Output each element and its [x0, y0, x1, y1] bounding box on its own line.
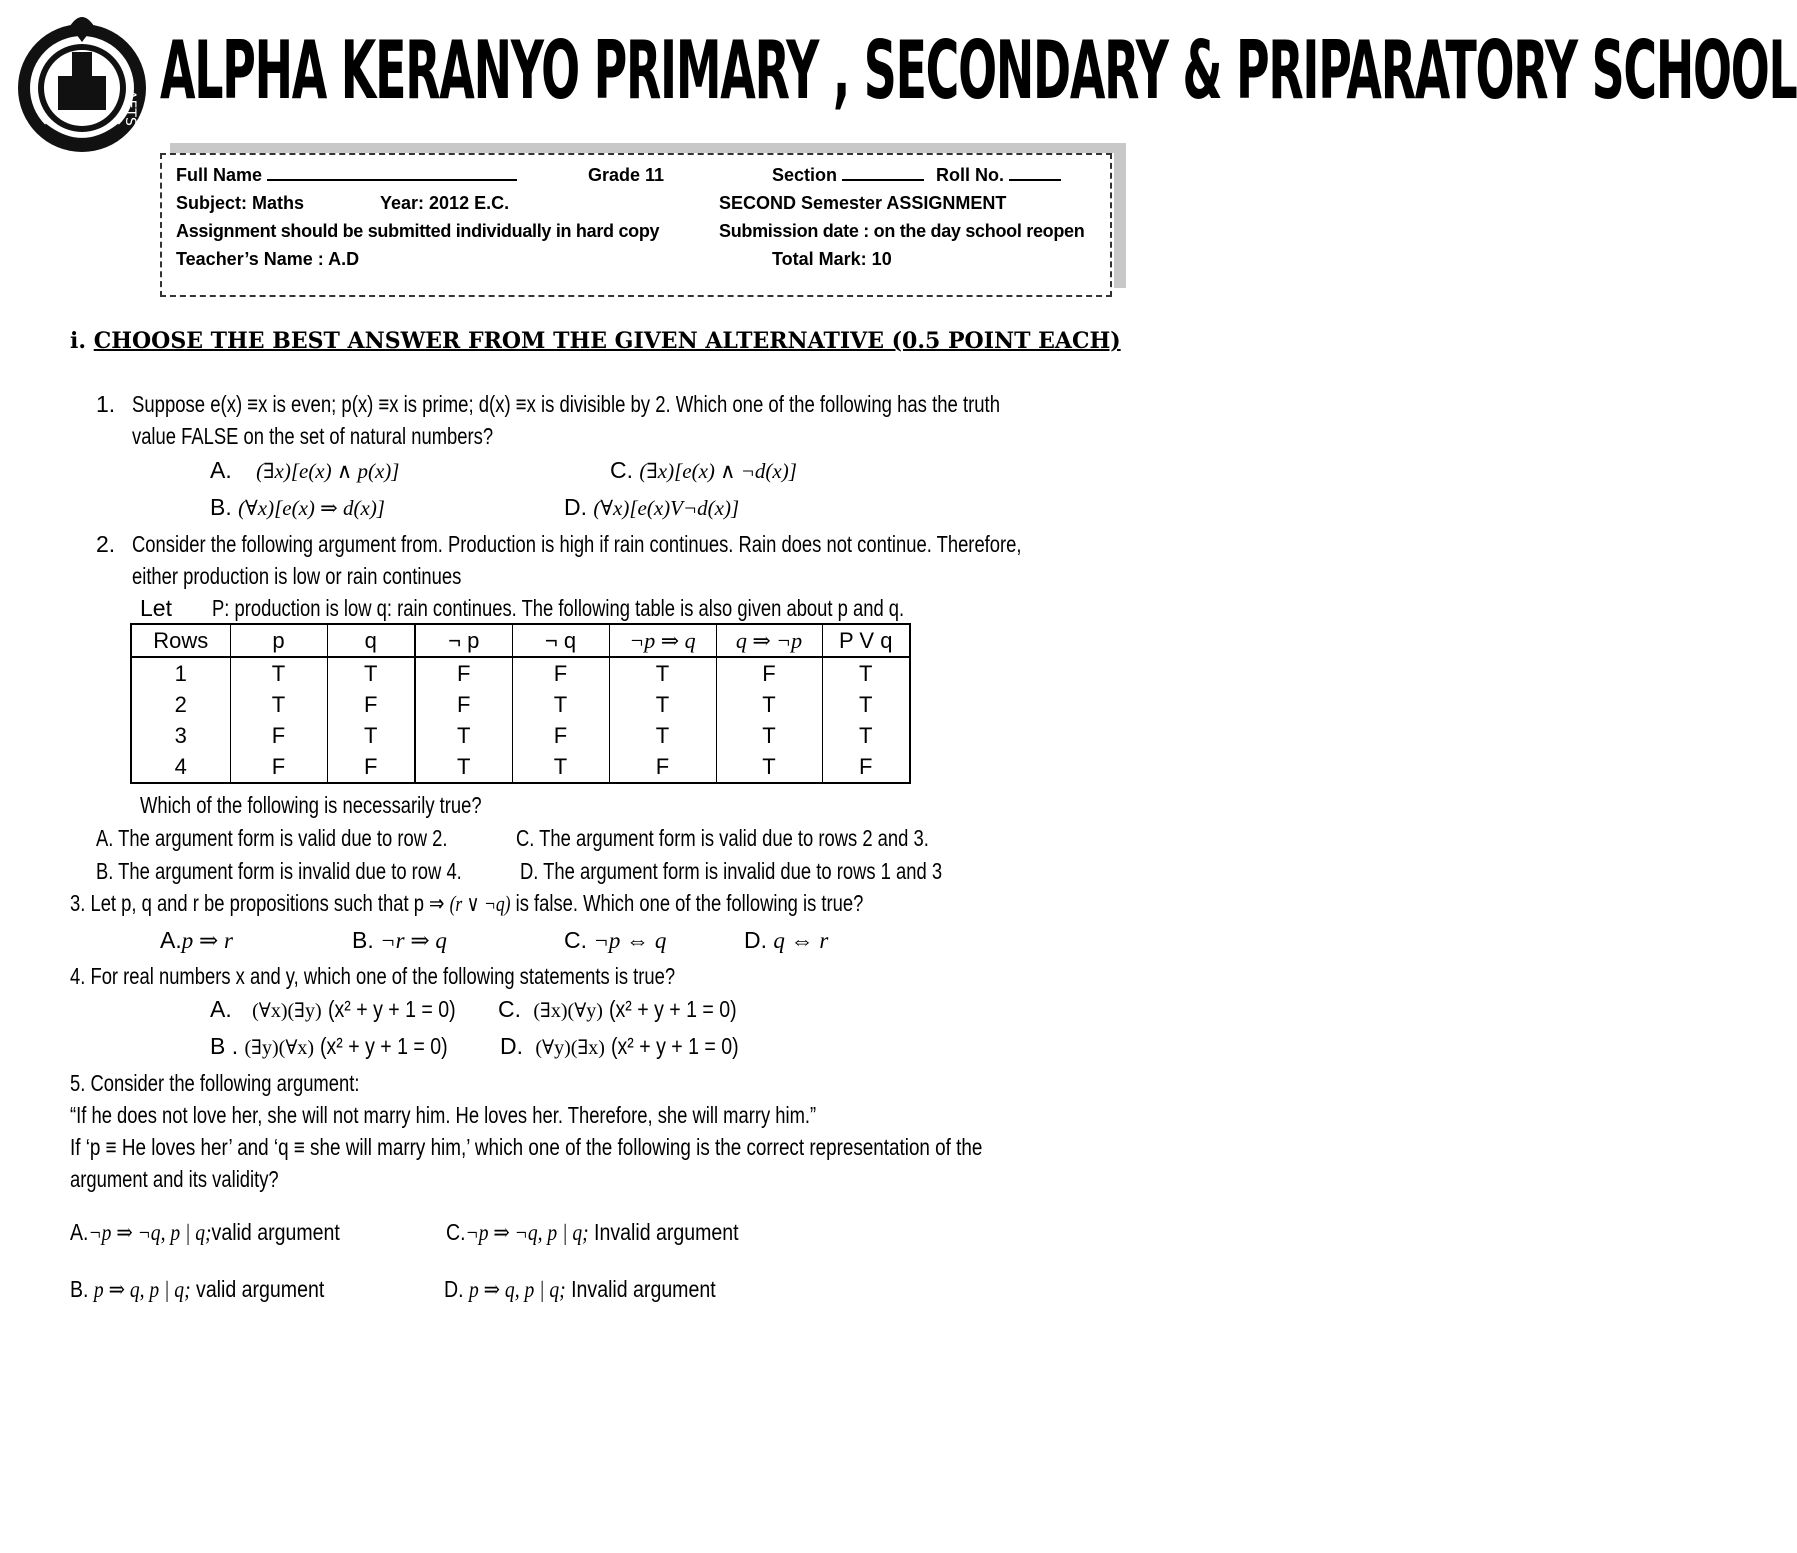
- table-cell: F: [415, 657, 512, 689]
- q3-d-expr: q ⇔ r: [773, 928, 829, 953]
- q1-option-c[interactable]: [610, 454, 797, 487]
- q1-a-label: A.: [210, 457, 232, 483]
- table-cell: 2: [131, 689, 230, 720]
- q3-option-b[interactable]: [352, 924, 447, 957]
- table-row: [131, 657, 910, 689]
- q3-a-expr: p ⇒ r: [181, 928, 233, 953]
- q1-b-expr: (∀x)[e(x) ⇒ d(x)]: [238, 496, 385, 520]
- table-cell: T: [512, 689, 609, 720]
- q3-option-d[interactable]: [744, 924, 828, 957]
- q5-c-tail: Invalid argument: [594, 1219, 739, 1245]
- q3-b-expr: ¬r ⇒ q: [380, 928, 447, 953]
- table-cell: F: [327, 689, 415, 720]
- section-heading: [70, 328, 1121, 354]
- section-field: [772, 165, 924, 186]
- full-name-blank[interactable]: [267, 165, 517, 181]
- school-logo: [0, 6, 168, 154]
- table-cell: T: [716, 751, 822, 783]
- q4-option-c[interactable]: [498, 993, 760, 1027]
- q4-stem-text: 4. For real numbers x and y, which one of the following statements is true?: [70, 963, 676, 989]
- logo-lettering: AETS: [122, 90, 138, 126]
- table-cell: T: [230, 657, 327, 689]
- table-row: [131, 751, 910, 783]
- q2-line1-text: Consider the following argument from. Production is high if rain continues. Rain does not continue. Therefore,: [132, 531, 1022, 557]
- q5-b-expr: p ⇒ q, p | q;: [93, 1277, 191, 1302]
- q5-line2-text: argument and its validity?: [70, 1166, 279, 1192]
- table-cell: F: [230, 720, 327, 751]
- q3-a-label: A.: [160, 927, 182, 953]
- th-not-q: ¬ q: [512, 624, 609, 657]
- q5-d-label: D.: [444, 1276, 464, 1302]
- total-mark-label: Total Mark: 10: [772, 249, 892, 269]
- table-cell: T: [716, 720, 822, 751]
- q3-stem: [70, 887, 1062, 920]
- subject-label: Subject: Maths: [176, 193, 305, 213]
- table-row: [131, 689, 910, 720]
- q2-option-c[interactable]: [516, 822, 1032, 854]
- full-name-field: [176, 165, 517, 186]
- table-cell: T: [822, 720, 910, 751]
- table-cell: 4: [131, 751, 230, 783]
- q4-option-b[interactable]: [210, 1030, 471, 1064]
- q1-line2-text: value FALSE on the set of natural numbers?: [132, 423, 494, 449]
- q4-d-expr: (x² + y + 1 = 0): [611, 1033, 740, 1059]
- q5-c-label: C.: [446, 1219, 466, 1245]
- q2-b-text: B. The argument form is invalid due to row 4.: [96, 858, 462, 884]
- table-cell: T: [609, 657, 716, 689]
- q2-line2-text: either production is low or rain continues: [132, 563, 462, 589]
- q5-stem-text: 5. Consider the following argument:: [70, 1070, 360, 1096]
- th-q-implies-not-p: q ⇒ ¬p: [716, 624, 822, 657]
- roll-blank[interactable]: [1009, 165, 1061, 181]
- th-not-p-implies-q: ¬p ⇒ q: [609, 624, 716, 657]
- q5-b-label: B.: [70, 1276, 89, 1302]
- table-cell: F: [327, 751, 415, 783]
- q1-a-expr: (∃x)[e(x) ∧ p(x)]: [256, 459, 400, 483]
- q3-c-label: C.: [564, 927, 587, 953]
- q5-a-expr: ¬p ⇒ ¬q, p | q;: [88, 1220, 212, 1245]
- q1-line1-text: Suppose e(x) ≡x is even; p(x) ≡x is prime; d(x) ≡x is divisible by 2. Which one of the following has the truth: [132, 391, 1001, 417]
- q2-option-a[interactable]: [96, 822, 535, 854]
- q2-prompt: [140, 789, 567, 821]
- q5-line2: [70, 1163, 331, 1195]
- q3-option-a[interactable]: [160, 924, 233, 957]
- q5-quote: [70, 1099, 1003, 1131]
- q5-stem: [70, 1067, 432, 1099]
- q2-a-text: A. The argument form is valid due to row 2.: [96, 825, 448, 851]
- q4-a-expr: (x² + y + 1 = 0): [328, 996, 456, 1022]
- truth-table: [130, 623, 911, 784]
- teacher-label: Teacher’s Name : A.D: [176, 249, 360, 269]
- q5-a-label: A.: [70, 1219, 89, 1245]
- grade-label: Grade 11: [588, 165, 665, 185]
- q3-d-label: D.: [744, 927, 767, 953]
- q1-d-expr: (∀x)[e(x)V¬d(x)]: [593, 496, 740, 520]
- q2-d-text: D. The argument form is invalid due to rows 1 and 3: [520, 858, 943, 884]
- q4-a-quantifiers: (∀x)(∃y): [252, 1000, 322, 1022]
- q4-c-label: C.: [498, 996, 521, 1022]
- q3-stem-part2: is false. Which one of the following is true?: [515, 890, 864, 916]
- q4-d-label: D.: [500, 1033, 523, 1059]
- q4-c-quantifiers: (∃x)(∀y): [533, 1000, 603, 1022]
- q1-c-expr: (∃x)[e(x) ∧ ¬d(x)]: [639, 459, 797, 483]
- q1-stem-line1: [132, 388, 1210, 420]
- q2-prompt-text: Which of the following is necessarily true?: [140, 792, 482, 818]
- q3-stem-expression: (r ∨ ¬q): [449, 891, 511, 916]
- year-label: Year: 2012 E.C.: [380, 193, 510, 213]
- q2-option-d[interactable]: [520, 855, 1048, 887]
- table-cell: T: [327, 657, 415, 689]
- q5-c-expr: ¬p ⇒ ¬q, p | q;: [465, 1220, 589, 1245]
- q1-stem-line2: [132, 420, 583, 452]
- table-cell: T: [415, 720, 512, 751]
- section-blank[interactable]: [842, 165, 924, 181]
- q5-line1: [70, 1131, 1183, 1163]
- q5-line1-text: If ‘p ≡ He loves her’ and ‘q ≡ she will marry him,’ which one of the following is the correct representation of the: [70, 1134, 983, 1160]
- instruction-label: Assignment should be submitted individually in hard copy: [176, 221, 660, 241]
- q5-option-b[interactable]: [70, 1273, 369, 1306]
- th-p-or-q: P V q: [822, 624, 910, 657]
- q3-b-label: B.: [352, 927, 374, 953]
- q5-a-tail: valid argument: [211, 1219, 340, 1245]
- q4-option-d[interactable]: [500, 1030, 762, 1064]
- q1-option-d[interactable]: [564, 491, 739, 524]
- q2-let-text: P: production is low q: rain continues. The following table is also given about p and q.: [212, 595, 905, 621]
- q2-c-text: C. The argument form is valid due to rows 2 and 3.: [516, 825, 929, 851]
- truth-table-header: [131, 624, 910, 657]
- table-cell: T: [609, 689, 716, 720]
- table-row: [131, 720, 910, 751]
- q1-option-a[interactable]: [210, 454, 399, 487]
- section-label: Section: [772, 165, 838, 185]
- section-title: CHOOSE THE BEST ANSWER FROM THE GIVEN ALTERNATIVE (0.5 POINT EACH): [93, 328, 1121, 354]
- table-cell: F: [415, 689, 512, 720]
- q4-d-quantifiers: (∀y)(∃x): [535, 1037, 605, 1059]
- q2-stem-line2: [132, 560, 544, 592]
- table-cell: F: [230, 751, 327, 783]
- table-cell: F: [822, 751, 910, 783]
- q4-stem: [70, 960, 826, 992]
- q1-number: 1.: [96, 391, 116, 417]
- q4-c-expr: (x² + y + 1 = 0): [609, 996, 738, 1022]
- table-cell: F: [609, 751, 716, 783]
- th-rows: Rows: [131, 624, 230, 657]
- q1-option-b[interactable]: [210, 491, 385, 524]
- q4-a-label: A.: [210, 996, 232, 1022]
- table-cell: T: [609, 720, 716, 751]
- table-cell: F: [512, 720, 609, 751]
- table-cell: T: [327, 720, 415, 751]
- table-cell: F: [512, 657, 609, 689]
- q1-c-label: C.: [610, 457, 633, 483]
- table-cell: T: [822, 689, 910, 720]
- th-p: p: [230, 624, 327, 657]
- q1-d-label: D.: [564, 494, 587, 520]
- th-q: q: [327, 624, 415, 657]
- info-box-shadow: [1114, 143, 1126, 288]
- q5-quote-text: “If he does not love her, she will not marry him. He loves her. Therefore, she will marry him.”: [70, 1102, 817, 1128]
- section-number: i.: [70, 328, 87, 354]
- q5-b-tail: valid argument: [196, 1276, 325, 1302]
- roll-label: Roll No.: [936, 165, 1004, 185]
- q4-b-expr: (x² + y + 1 = 0): [320, 1033, 449, 1059]
- q3-c-expr: ¬p ⇔ q: [593, 928, 667, 953]
- table-cell: F: [716, 657, 822, 689]
- q2-let: Let: [140, 595, 172, 621]
- q2-option-b[interactable]: [96, 855, 553, 887]
- q5-option-a[interactable]: [70, 1216, 387, 1249]
- table-cell: T: [230, 689, 327, 720]
- th-not-p: ¬ p: [415, 624, 512, 657]
- table-cell: 1: [131, 657, 230, 689]
- table-cell: T: [415, 751, 512, 783]
- q3-option-c[interactable]: [564, 924, 666, 957]
- q2-stem-line1: [132, 528, 1244, 560]
- table-cell: 3: [131, 720, 230, 751]
- table-cell: T: [716, 689, 822, 720]
- q5-option-d[interactable]: [444, 1273, 764, 1306]
- q3-stem-part1: 3. Let p, q and r be propositions such that p ⇒: [70, 890, 445, 916]
- roll-field: [936, 165, 1061, 186]
- q5-d-expr: p ⇒ q, p | q;: [468, 1277, 566, 1302]
- info-box-shadow-top: [170, 143, 1126, 153]
- q4-b-quantifiers: (∃y)(∀x): [244, 1037, 315, 1059]
- q4-b-label: B .: [210, 1033, 239, 1059]
- full-name-label: Full Name: [176, 165, 263, 185]
- q2-let-definitions: [212, 592, 1077, 624]
- table-cell: T: [822, 657, 910, 689]
- semester-label: SECOND Semester ASSIGNMENT: [719, 193, 1007, 213]
- q5-d-tail: Invalid argument: [571, 1276, 716, 1302]
- q1-b-label: B.: [210, 494, 232, 520]
- school-name: ALPHA KERANYO PRIMARY , SECONDARY & PRIPARATORY SCHOOL: [160, 24, 1797, 118]
- submission-label: Submission date : on the day school reopen: [719, 221, 1085, 241]
- q5-option-c[interactable]: [446, 1216, 790, 1249]
- q4-option-a[interactable]: [210, 993, 478, 1027]
- table-cell: T: [512, 751, 609, 783]
- q2-number: 2.: [96, 531, 116, 557]
